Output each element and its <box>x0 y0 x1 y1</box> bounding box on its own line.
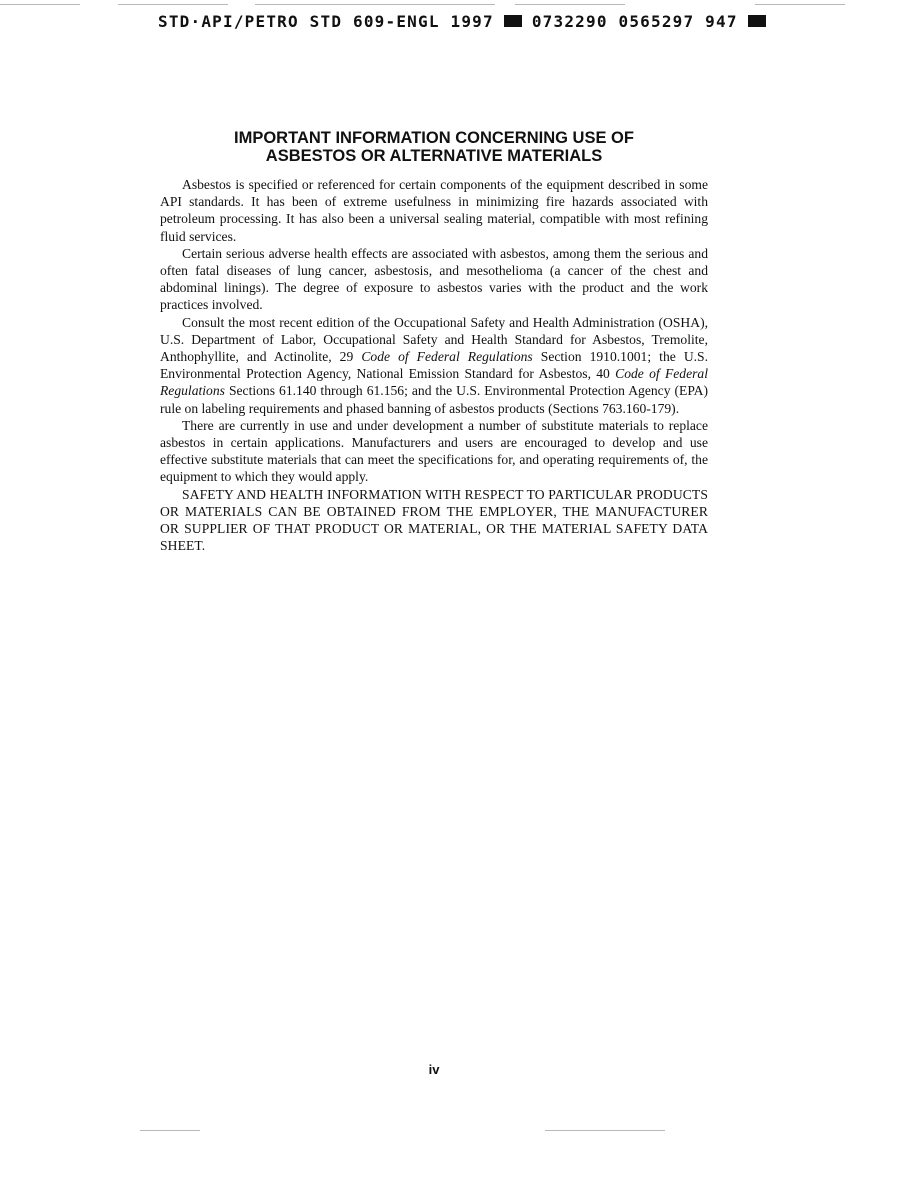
scan-artifact-line <box>755 4 845 5</box>
scan-artifact-line <box>515 4 625 5</box>
paragraph-safety-notice: SAFETY AND HEALTH INFORMATION WITH RESPECT TO PARTICULAR PRODUCTS OR MATERIALS CAN BE OBTAINED FROM THE EMPLOYER, THE MANUFACTURER OR SUPPLIER OF THAT PRODUCT OR MATERIAL, OR THE MATERIAL SAFETY DATA SHEET. <box>160 486 708 554</box>
body-text <box>160 176 708 554</box>
regulations-text-a: Consult the most recent edition of the Occupational Safety and Health Administration (OSHA), U.S. Department of Labor, Occupational Safety and Health Standard for Asbestos, Tremolite, Anthophyllite, and Actinolite, 29 <box>160 314 708 365</box>
scan-artifact-line <box>140 1130 200 1131</box>
regulations-cfr-title-1: Code of Federal Regulations <box>361 349 533 365</box>
paragraph-regulations <box>160 314 708 417</box>
paragraph-health-effects: Certain serious adverse health effects are associated with asbestos, among them the serious and often fatal diseases of lung cancer, asbestosis, and mesothelioma (a cancer of the chest and abdominal linings). The degree of exposure to asbestos varies with the product and the work practices involved. <box>160 245 708 313</box>
document-code-part2: 0732290 0565297 947 <box>531 11 738 31</box>
page-title-line1: IMPORTANT INFORMATION CONCERNING USE OF <box>234 129 634 147</box>
paragraph-asbestos-usage: Asbestos is specified or referenced for certain components of the equipment described in some API standards. It has been of extreme usefulness in minimizing fire hazards associated with petroleum processing. It has also been a universal sealing material, compatible with most refining fluid services. <box>160 177 708 244</box>
document-code-part1: STD·API/PETRO STD 609-ENGL 1997 <box>158 11 494 31</box>
scan-artifact-line <box>545 1130 665 1131</box>
regulations-cfr-title-2: Code of Federal Regulations <box>160 366 708 399</box>
page-title <box>160 129 708 165</box>
scan-artifact-line <box>0 4 80 5</box>
document-code-header <box>158 10 778 32</box>
black-block-mark <box>504 15 522 27</box>
paragraph-substitute-materials: There are currently in use and under development a number of substitute materials to replace asbestos in certain applications. Manufacturers and users are encouraged to develop and use effective substitute materials that can meet the specifications for, and operating requirements of, the equipment to which they would apply. <box>160 417 708 485</box>
page-number: iv <box>428 1062 440 1077</box>
scan-artifact-line <box>255 4 495 5</box>
scan-artifact-line <box>118 4 228 5</box>
page-title-line2: ASBESTOS OR ALTERNATIVE MATERIALS <box>265 147 603 165</box>
black-block-mark <box>748 15 766 27</box>
regulations-text-e: Sections 61.140 through 61.156; and the U.S. Environmental Protection Agency (EPA) rule on labeling requirements and phased banning of asbestos products (Sections 763.160-179). <box>160 383 708 416</box>
regulations-text-c: Section 1910.1001; the U.S. Environmental Protection Agency, National Emission Standard for Asbestos, 40 <box>160 349 709 382</box>
